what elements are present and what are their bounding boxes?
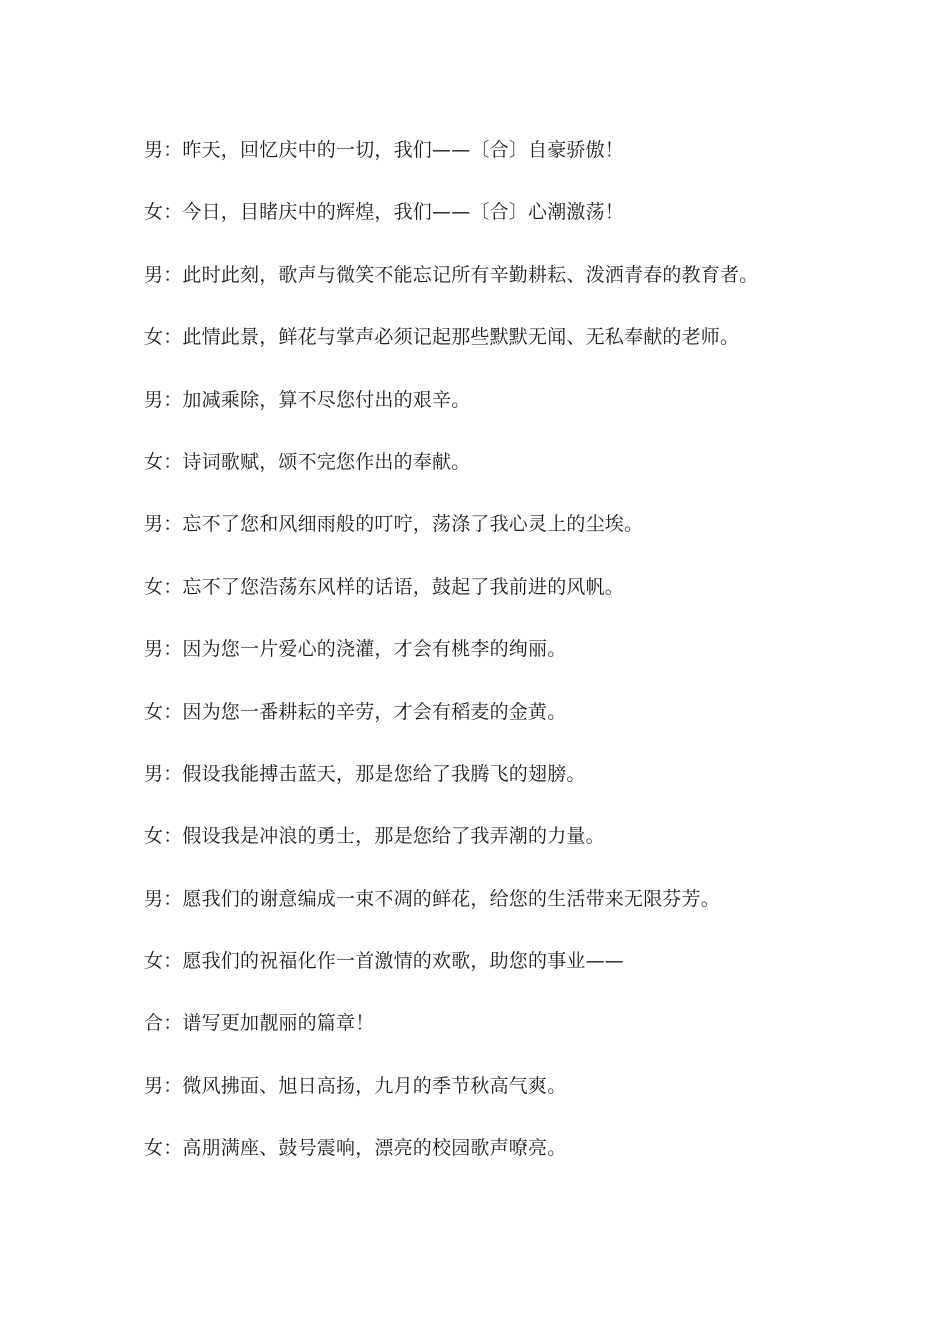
script-lines bbox=[144, 133, 904, 1194]
script-line: 男：此时此刻，歌声与微笑不能忘记所有辛勤耕耘、泼洒青春的教育者。 bbox=[144, 263, 759, 286]
script-line: 男：因为您一片爱心的浇灌，才会有桃李的绚丽。 bbox=[144, 638, 567, 661]
script-line: 男：忘不了您和风细雨般的叮咛，荡涤了我心灵上的尘埃。 bbox=[144, 513, 644, 536]
script-line: 女：因为您一番耕耘的辛劳，才会有稻麦的金黄。 bbox=[144, 700, 567, 723]
script-line: 男：愿我们的谢意编成一束不凋的鲜花，给您的生活带来无限芬芳。 bbox=[144, 887, 721, 910]
script-line: 男：昨天，回忆庆中的一切，我们——〔合〕自豪骄傲！ bbox=[144, 139, 625, 161]
script-line: 女：愿我们的祝福化作一首激情的欢歌，助您的事业—— bbox=[144, 950, 625, 973]
script-line: 女：诗词歌赋，颂不完您作出的奉献。 bbox=[144, 450, 471, 473]
script-line: 合：谱写更加靓丽的篇章！ bbox=[144, 1012, 375, 1035]
script-line: 女：忘不了您浩荡东风样的话语，鼓起了我前进的风帆。 bbox=[144, 575, 625, 598]
script-line: 女：高朋满座、鼓号震响，漂亮的校园歌声嘹亮。 bbox=[144, 1137, 567, 1160]
script-line: 女：假设我是冲浪的勇士，那是您给了我弄潮的力量。 bbox=[144, 825, 605, 848]
script-line: 女：今日，目睹庆中的辉煌，我们——〔合〕心潮激荡！ bbox=[144, 201, 625, 224]
script-line: 男：微风拂面、旭日高扬，九月的季节秋高气爽。 bbox=[144, 1074, 567, 1097]
script-line: 男：加减乘除，算不尽您付出的艰辛。 bbox=[144, 388, 471, 411]
script-line: 女：此情此景，鲜花与掌声必须记起那些默默无闻、无私奉献的老师。 bbox=[144, 326, 740, 349]
script-line: 男：假设我能搏击蓝天，那是您给了我腾飞的翅膀。 bbox=[144, 762, 586, 785]
